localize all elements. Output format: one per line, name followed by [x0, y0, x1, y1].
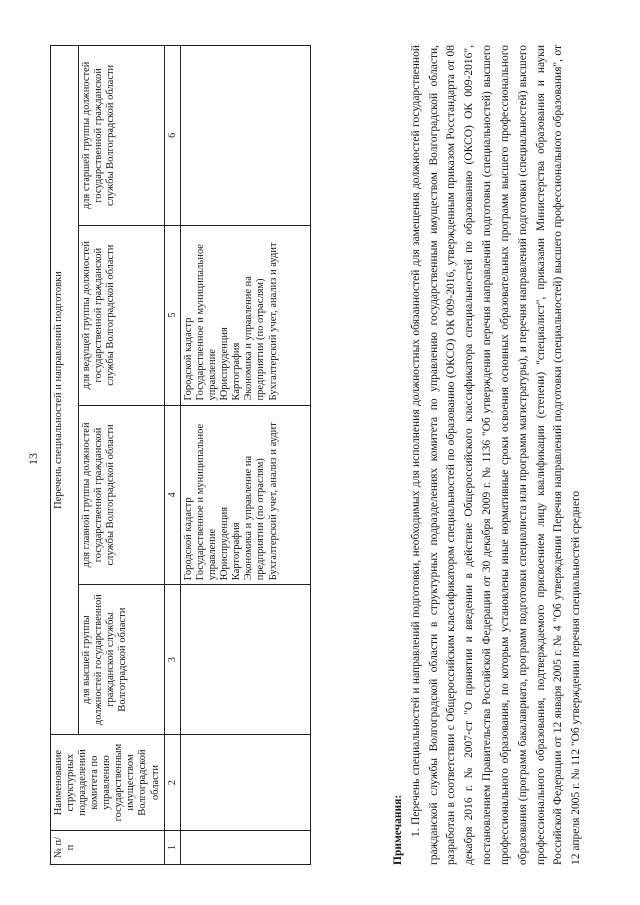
cell-leading	[181, 225, 311, 405]
header-num: № п/п	[51, 831, 165, 865]
specialty-item: Городской кадастр	[183, 497, 195, 581]
header-main: для главной группы должностей государственной гражданской службы Волгоградской области	[78, 405, 164, 585]
header-senior: для старшей группы должностей государственной гражданской службы Волгоградской области	[78, 46, 164, 226]
specialty-item: Юриспруденция	[219, 327, 231, 401]
page-number: 13	[26, 453, 40, 465]
table-row	[181, 46, 311, 865]
header-unit: Наименование структурных подразделений комитета по управлению государственным имуществом Волгоградской области	[51, 735, 165, 831]
specialty-item: Картография	[231, 342, 243, 401]
column-number: 6	[164, 46, 181, 226]
column-number: 2	[164, 735, 181, 831]
column-number: 1	[164, 831, 181, 865]
specialty-item: Государственное и муниципальное управление	[195, 244, 219, 401]
specialty-item: Бухгалтерский учет, анализ и аудит	[267, 242, 279, 401]
column-number: 3	[164, 585, 181, 735]
specialty-item: Картография	[231, 522, 243, 581]
cell-senior	[181, 46, 311, 226]
specialty-item: Юриспруденция	[219, 506, 231, 581]
header-group: Перечень специальностей и направлений подготовки	[51, 46, 79, 735]
rotated-sheet	[20, 25, 620, 885]
column-number: 5	[164, 225, 181, 405]
notes-title: Примечания:	[392, 794, 404, 865]
column-number-row	[164, 46, 181, 865]
specialty-item: Бухгалтерский учет, анализ и аудит	[267, 422, 279, 581]
cell-num	[181, 831, 311, 865]
specialty-item: Экономика и управление на предприятии (по отраслям)	[243, 276, 267, 401]
cell-main	[181, 405, 311, 585]
cell-unit	[181, 735, 311, 831]
column-number: 4	[164, 405, 181, 585]
notes-paragraph: 1. Перечень специальностей и направлений подготовки, необходимых для исполнения должностных обязанностей для замещения должностей государственной гражданской службы Волгоградской области в структурных подразделениях комитета по управлению государственным имуществом Волгоградской области, разработан в соответствии с Общероссийским классификатором специальностей по образованию (ОКСО) ОК 009-2016, утвержденным приказом Росстандарта от 08 декабря 2016 г. № 2007-ст "О принятии и введении в действие Общероссийского классификатора специальностей по образованию (ОКСО) ОК 009-2016", постановлением Правительства Российской Федерации от 30 декабря 2009 г. № 1136 "Об утверждении перечня направлений подготовки (специальностей) высшего профессионального образования, по которым установлены иные нормативные сроки освоения основных образовательных программ высшего профессионального образования (программ бакалавриата, программ подготовки специалиста или программ магистратуры), и перечня направлений подготовки (специальностей) высшего профессионального образования, подтверждаемого присвоением лицу квалификации (степени) "специалист", приказами Министерства образования и науки Российской Федерации от 12 января 2005 г. № 4 "Об утверждении Перечня направлений подготовки (специальностей) высшего профессионального образования", от 12 апреля 2005 г. № 112 "Об утверждении перечня специальностей среднего	[409, 45, 583, 865]
notes-section	[390, 45, 586, 865]
specialty-item: Экономика и управление на предприятии (по отраслям)	[243, 455, 267, 581]
header-leading: для ведущей группы должностей государственной гражданской службы Волгоградской области	[78, 225, 164, 405]
specialty-item: Городской кадастр	[183, 317, 195, 401]
specialties-table	[50, 45, 311, 865]
specialty-item: Государственное и муниципальное управление	[195, 423, 219, 581]
table-header-row	[51, 46, 79, 865]
header-highest: для высшей группы должностей государственной гражданской службы Волгоградской области	[78, 585, 164, 735]
cell-highest	[181, 585, 311, 735]
